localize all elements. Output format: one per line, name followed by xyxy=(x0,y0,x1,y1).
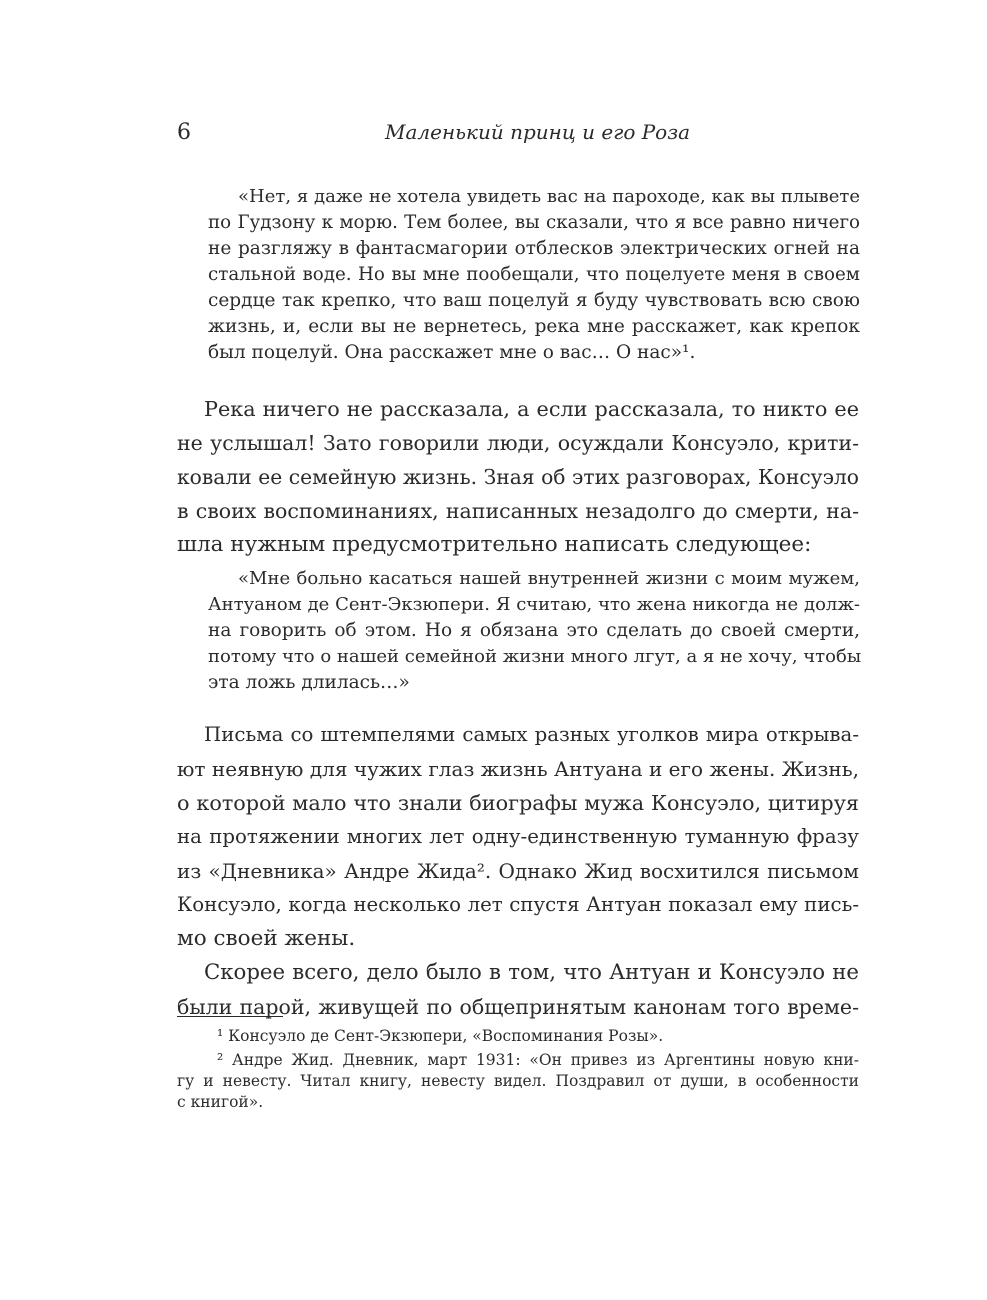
footnote-2-line: с книгой». xyxy=(177,1093,264,1111)
quote-line: Антуаном де Сент-Экзюпери. Я считаю, что жена никогда не долж- xyxy=(208,594,860,615)
quote-line: потому что о нашей семейной жизни много лгут, а я не хочу, чтобы xyxy=(208,646,862,667)
body-line: шла нужным предусмотрительно написать следующее: xyxy=(177,532,812,557)
body-line: не услышал! Зато говорили люди, осуждали Консуэло, крити- xyxy=(177,431,859,455)
body-line: в своих воспоминаниях, написанных незадолго до смерти, на- xyxy=(177,499,859,523)
quote-line: сердце так крепко, что ваш поцелуй я буду чувствовать всю свою xyxy=(208,290,860,311)
body-line: мо своей жены. xyxy=(177,926,356,951)
quote-line: «Мне больно касаться нашей внутренней жизни с моим мужем, xyxy=(238,568,860,589)
footnote-2-line: гу и невесту. Читал книгу, невесту видел. Поздравил от души, в особенности xyxy=(177,1072,859,1090)
page-number: 6 xyxy=(177,120,191,145)
quote-line: «Нет, я даже не хотела увидеть вас на пароходе, как вы плывете xyxy=(238,186,860,207)
footnote-1: ¹ Консуэло де Сент-Экзюпери, «Воспоминания Розы». xyxy=(217,1027,664,1045)
quote-line: жизнь, и, если вы не вернетесь, река мне расскажет, как крепок xyxy=(208,316,860,337)
quote-line: по Гудзону к морю. Тем более, вы сказали, что я все равно ничего xyxy=(208,212,860,233)
quote-line: был поцелуй. Она расскажет мне о вас… О нас»¹. xyxy=(208,342,696,363)
quote-line: стальной воде. Но вы мне пообещали, что поцелуете меня в своем xyxy=(208,264,860,285)
body-line: на протяжении многих лет одну-единственную туманную фразу xyxy=(177,825,859,848)
running-title: Маленький принц и его Роза xyxy=(385,120,691,144)
body-line: из «Дневника» Андре Жида². Однако Жид восхитился письмом xyxy=(177,859,859,883)
page-header xyxy=(0,120,987,150)
body-line: Письма со штемпелями самых разных уголков мира открыва- xyxy=(204,723,859,746)
body-line: были парой, живущей по общепринятым канонам того време- xyxy=(177,995,859,1019)
footnote-2-line: ² Андре Жид. Дневник, март 1931: «Он привез из Аргентины новую кни- xyxy=(217,1051,859,1069)
body-line: ковали ее семейную жизнь. Зная об этих разговорах, Консуэло xyxy=(177,465,859,489)
body-line: Скорее всего, дело было в том, что Антуан и Консуэло не xyxy=(204,960,859,985)
quote-line: на говорить об этом. Но я обязана это сделать до своей смерти, xyxy=(208,620,860,641)
quote-line: не разгляжу в фантасмагории отблесков электрических огней на xyxy=(208,238,860,259)
footnote-separator xyxy=(177,1016,283,1017)
body-line: ют неявную для чужих глаз жизнь Антуана и его жены. Жизнь, xyxy=(177,757,859,781)
quote-line: эта ложь длилась…» xyxy=(208,672,410,693)
body-line: Река ничего не рассказала, а если рассказала, то никто ее xyxy=(204,397,859,421)
body-line: о которой мало что знали биографы мужа Консуэло, цитируя xyxy=(177,791,859,815)
body-line: Консуэло, когда несколько лет спустя Антуан показал ему пись- xyxy=(177,893,859,916)
